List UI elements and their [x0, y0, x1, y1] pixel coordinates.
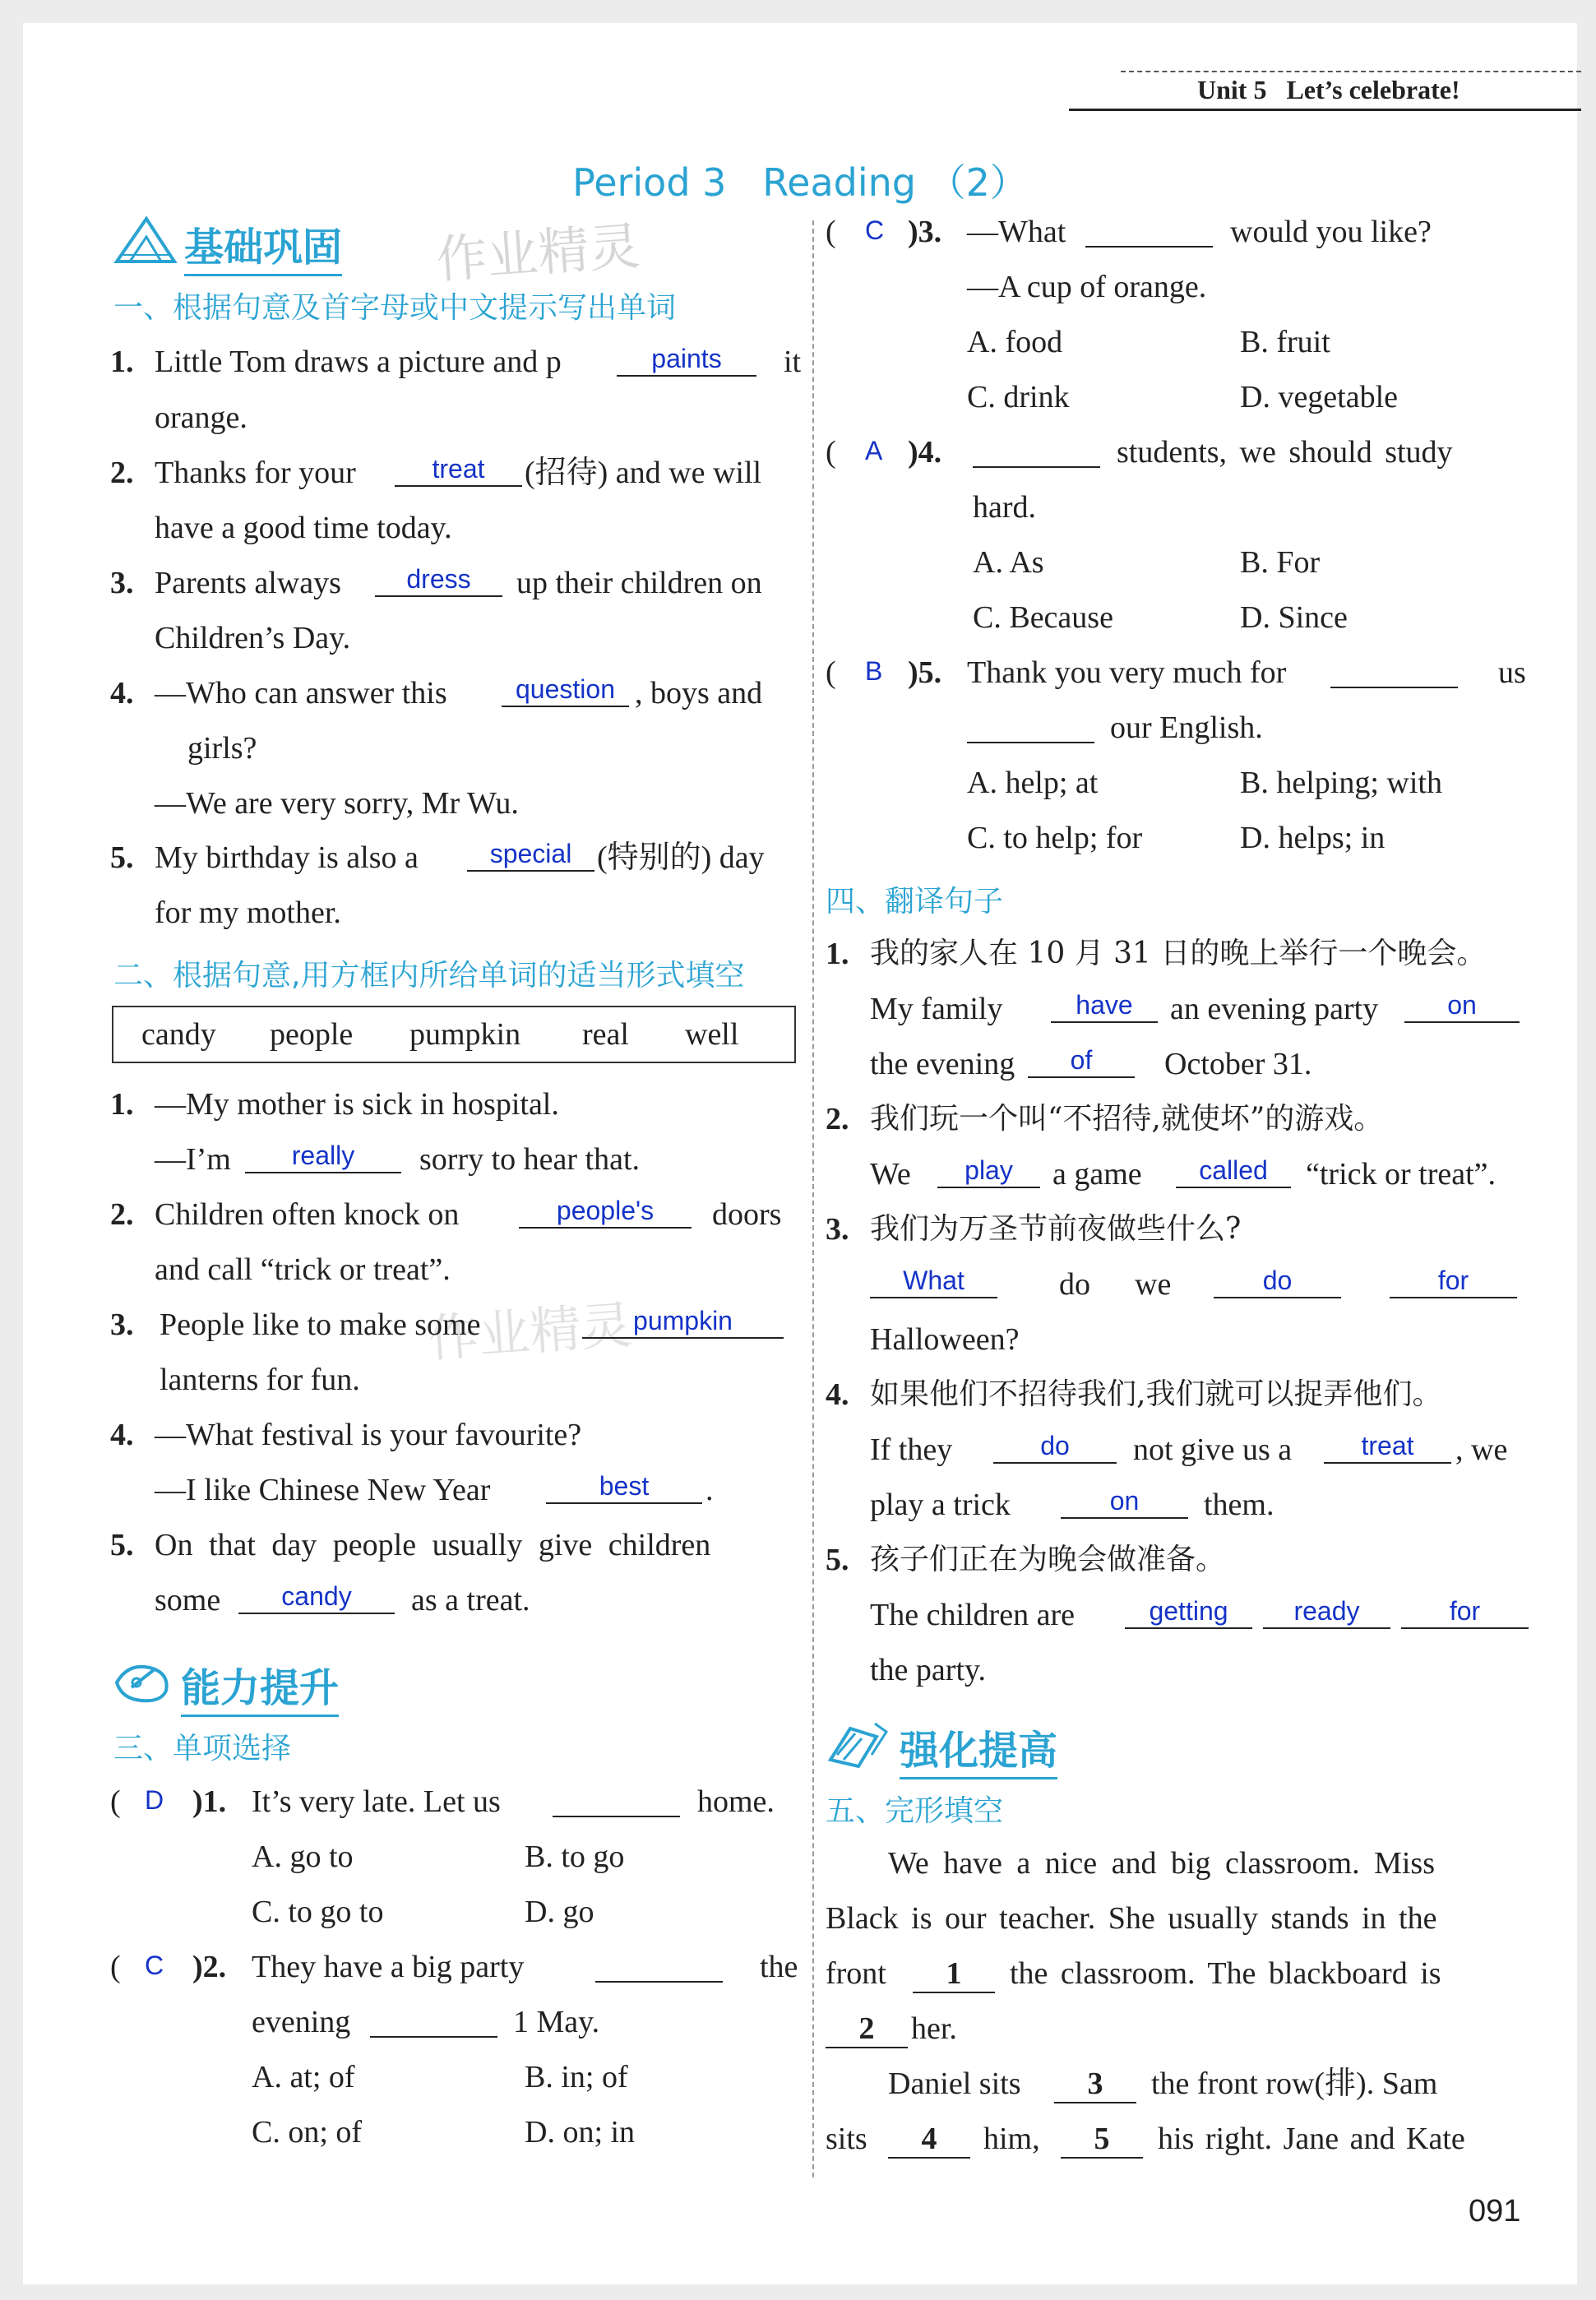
word-box-item: well [685, 1017, 739, 1052]
mc-bracket-open: ( [826, 655, 836, 690]
passage-line: sits [826, 2122, 867, 2156]
q-text: —What festival is your favourite? [155, 1418, 582, 1452]
part5-heading: 五、完形填空 [826, 1794, 1004, 1828]
q-text: we [1135, 1267, 1172, 1302]
q-text: Halloween? [870, 1322, 1020, 1357]
option: C. to go to [252, 1895, 384, 1929]
mc-number: )1. [192, 1784, 227, 1819]
q-text: (特别的) day [597, 840, 765, 875]
q-text: People like to make some [160, 1307, 481, 1342]
q-text: My birthday is also a [155, 840, 419, 875]
answer-blank: play [937, 1154, 1040, 1188]
q-text: an evening party [1170, 992, 1379, 1026]
q-number: 3. [110, 1307, 134, 1342]
q-text: girls? [187, 731, 257, 766]
blank-line [1330, 654, 1458, 688]
q-text: evening [252, 2005, 351, 2039]
mc-answer: A [865, 436, 883, 465]
cloze-blank: 2 [826, 2011, 908, 2048]
word-box-item: pumpkin [409, 1017, 521, 1052]
option: D. Since [1240, 600, 1348, 635]
option: A. food [967, 325, 1063, 359]
ruler-icon [113, 214, 178, 266]
q-text: some [155, 1583, 221, 1617]
q-text: Parents always [155, 566, 341, 600]
mc-answer: D [145, 1785, 164, 1815]
answer-blank: best [546, 1469, 702, 1504]
q-text: —I like Chinese New Year [155, 1473, 491, 1507]
q-chinese: 我们为万圣节前夜做些什么? [870, 1212, 1242, 1246]
q-text: for my mother. [155, 895, 341, 930]
q-text: They have a big party [252, 1950, 525, 1984]
book-pencil-icon [826, 1717, 891, 1770]
section-basic-title: 基础巩固 [184, 215, 342, 276]
answer-blank: called [1176, 1154, 1291, 1188]
answer-blank: people's [519, 1194, 692, 1229]
q-text: Children often knock on [155, 1197, 460, 1232]
part1-heading: 一、根据句意及首字母或中文提示写出单词 [113, 291, 677, 325]
cloze-blank: 3 [1054, 2066, 1136, 2103]
q-text: as a treat. [411, 1583, 530, 1617]
q-number: 2. [110, 456, 134, 490]
answer-blank: pumpkin [582, 1304, 784, 1339]
word-box-item: people [270, 1017, 354, 1052]
q-text: the party. [870, 1653, 987, 1687]
q-text: , boys and [635, 676, 763, 710]
q-text: If they [870, 1432, 953, 1467]
passage-line: Black is our teacher. She usually stands in the [826, 1901, 1437, 1936]
option: A. go to [252, 1840, 354, 1874]
blank-line [595, 1948, 723, 1983]
q-text: Little Tom draws a picture and p [155, 345, 562, 379]
q-number: 3. [826, 1212, 849, 1247]
part3-heading: 三、单项选择 [113, 1732, 292, 1765]
q-text: up their children on [516, 566, 762, 600]
q-text: them. [1204, 1488, 1274, 1522]
option: B. For [1240, 545, 1321, 580]
blank-line [973, 433, 1100, 468]
q-text: do [1059, 1267, 1090, 1302]
q-number: 3. [110, 566, 134, 600]
q-text: On that day people usually give children [155, 1528, 711, 1562]
q-text: it [784, 345, 802, 379]
q-number: 4. [110, 676, 134, 710]
answer-blank: of [1028, 1044, 1135, 1078]
q-chinese: 如果他们不招待我们,我们就可以捉弄他们。 [870, 1377, 1442, 1411]
answer-blank: for [1390, 1264, 1517, 1298]
cloze-blank: 1 [913, 1955, 995, 1993]
watermark: 作业精灵 [434, 215, 642, 290]
answer-blank: for [1401, 1594, 1529, 1629]
option: C. to help; for [967, 821, 1143, 855]
q-text: —We are very sorry, Mr Wu. [155, 786, 519, 821]
cloze-blank: 5 [1061, 2121, 1143, 2159]
option: D. on; in [525, 2115, 636, 2150]
q-text: (招待) and we will [525, 456, 762, 490]
option: C. drink [967, 380, 1070, 414]
q-chinese: 孩子们正在为晚会做准备。 [870, 1543, 1226, 1576]
answer-blank: do [1214, 1264, 1341, 1298]
q-text: sorry to hear that. [419, 1142, 641, 1177]
mc-bracket-open: ( [826, 435, 836, 470]
q-text: our English. [1110, 710, 1263, 745]
section-ability-title: 能力提升 [181, 1656, 339, 1717]
q-text: —What [967, 215, 1066, 249]
q-text: would you like? [1230, 215, 1432, 249]
q-number: 4. [110, 1418, 134, 1452]
passage-line: Daniel sits [888, 2066, 1021, 2101]
part2-heading: 二、根据句意,用方框内所给单词的适当形式填空 [113, 959, 745, 993]
mc-number: )3. [908, 215, 942, 249]
q-text: the evening [870, 1047, 1015, 1081]
q-text: —My mother is sick in hospital. [155, 1087, 559, 1122]
option: A. As [973, 545, 1044, 580]
q-text: and call “trick or treat”. [155, 1252, 451, 1287]
q-text: . [705, 1473, 714, 1507]
q-text: home. [697, 1784, 775, 1819]
passage-line: her. [911, 2011, 957, 2046]
mc-bracket-open: ( [110, 1784, 121, 1819]
blank-line [370, 2003, 497, 2038]
header-dash-line [1121, 71, 1581, 72]
q-text: We [870, 1157, 911, 1192]
answer-blank: ready [1263, 1594, 1390, 1629]
q-text: the [760, 1950, 798, 1984]
q-number: 5. [110, 1528, 134, 1562]
q-text: Thank you very much for [967, 655, 1287, 690]
q-text: It’s very late. Let us [252, 1784, 501, 1819]
unit-label: Unit 5 [1197, 75, 1267, 104]
q-text: My family [870, 992, 1003, 1026]
column-divider [812, 220, 814, 2177]
unit-title: Let’s celebrate! [1286, 75, 1460, 104]
q-number: 1. [110, 1087, 134, 1122]
answer-blank: treat [395, 452, 522, 487]
option: B. fruit [1240, 325, 1330, 359]
answer-blank: do [993, 1429, 1117, 1464]
q-text: doors [712, 1197, 782, 1232]
blank-line [1085, 213, 1213, 248]
mc-bracket-open: ( [110, 1950, 121, 1984]
q-text: play a trick [870, 1488, 1011, 1522]
page-title: Period 3 Reading （2） [572, 160, 1028, 205]
answer-blank: question [502, 673, 629, 707]
q-text: students, we should study [1117, 435, 1453, 470]
header-solid-line [1069, 109, 1581, 111]
q-number: 5. [826, 1543, 849, 1577]
answer-blank: have [1051, 988, 1158, 1023]
answer-blank: on [1061, 1484, 1188, 1519]
cloze-blank: 4 [888, 2121, 970, 2159]
option: B. to go [525, 1840, 625, 1874]
hand-writing-icon [112, 1654, 174, 1707]
section-strengthen-title: 强化提高 [900, 1719, 1057, 1779]
q-number: 1. [826, 937, 849, 971]
word-box-item: candy [141, 1017, 216, 1052]
q-chinese: 我的家人在 10 月 31 日的晚上举行一个晚会。 [870, 937, 1487, 970]
watermark: 作业精灵 [426, 1294, 634, 1369]
answer-blank: really [245, 1139, 401, 1173]
passage-line: him, [983, 2122, 1040, 2156]
answer-blank: special [467, 837, 594, 872]
option: A. help; at [967, 766, 1099, 800]
q-number: 5. [110, 840, 134, 875]
option: D. vegetable [1240, 380, 1399, 414]
passage-line: the classroom. The blackboard is [1010, 1956, 1441, 1991]
mc-number: )5. [908, 655, 942, 690]
option: B. helping; with [1240, 766, 1442, 800]
mc-number: )2. [192, 1950, 227, 1984]
q-number: 2. [110, 1197, 134, 1232]
answer-blank: dress [375, 562, 502, 597]
q-text: have a good time today. [155, 511, 452, 545]
q-text: Children’s Day. [155, 621, 351, 655]
option: B. in; of [525, 2060, 628, 2094]
answer-blank: getting [1125, 1594, 1252, 1629]
q-text: —I’m [155, 1142, 231, 1177]
q-text: —A cup of orange. [967, 270, 1207, 304]
answer-blank: paints [617, 342, 756, 377]
q-text: 1 May. [513, 2005, 600, 2039]
part4-heading: 四、翻译句子 [826, 885, 1004, 919]
q-number: 2. [826, 1102, 849, 1136]
q-text: “trick or treat”. [1306, 1157, 1497, 1192]
q-text: hard. [973, 490, 1037, 525]
word-box-item: real [582, 1017, 629, 1052]
q-text: lanterns for fun. [160, 1363, 360, 1397]
option: D. go [525, 1895, 594, 1929]
passage-line: his right. Jane and Kate [1158, 2122, 1465, 2156]
option: C. Because [973, 600, 1113, 635]
passage-line: the front row(排). Sam [1151, 2066, 1438, 2101]
answer-blank: What [870, 1264, 997, 1298]
q-text: orange. [155, 400, 247, 435]
q-text: The children are [870, 1598, 1075, 1632]
option: A. at; of [252, 2060, 355, 2094]
blank-line [967, 709, 1094, 743]
q-text: us [1498, 655, 1526, 690]
q-text: October 31. [1164, 1047, 1312, 1081]
answer-blank: candy [238, 1580, 395, 1614]
passage-line: front [826, 1956, 886, 1991]
answer-blank: on [1404, 988, 1520, 1023]
mc-answer: C [865, 215, 885, 245]
mc-number: )4. [908, 435, 942, 470]
mc-answer: B [865, 656, 883, 686]
q-chinese: 我们玩一个叫“不招待,就使坏”的游戏。 [870, 1102, 1384, 1136]
answer-blank: treat [1324, 1429, 1451, 1464]
mc-answer: C [145, 1951, 164, 1980]
q-text: not give us a [1133, 1432, 1293, 1467]
q-text: , we [1455, 1432, 1508, 1467]
q-number: 1. [110, 345, 134, 379]
blank-line [553, 1783, 680, 1817]
q-text: —Who can answer this [155, 676, 447, 710]
mc-bracket-open: ( [826, 215, 836, 249]
passage-line: We have a nice and big classroom. Miss [888, 1846, 1436, 1881]
option: D. helps; in [1240, 821, 1386, 855]
q-number: 4. [826, 1377, 849, 1412]
option: C. on; of [252, 2115, 363, 2150]
q-text: a game [1052, 1157, 1142, 1192]
unit-header [1197, 75, 1460, 105]
page-number: 091 [1469, 2194, 1521, 2228]
workbook-page [23, 23, 1577, 2284]
q-text: Thanks for your [155, 456, 356, 490]
